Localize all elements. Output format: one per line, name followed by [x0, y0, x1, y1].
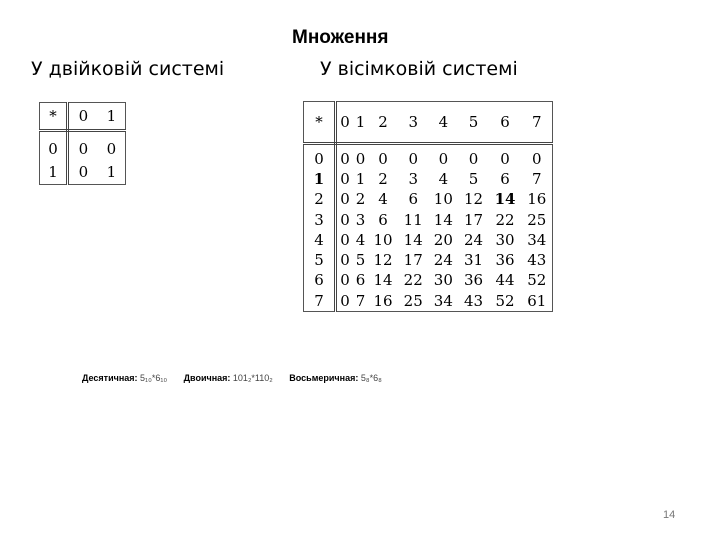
row-header: 2 [304, 190, 336, 210]
table-cell: 22 [495, 210, 515, 229]
table-cell: 4 [355, 230, 366, 249]
table-cell: 0 [340, 230, 350, 249]
table-cell: 1 [355, 169, 366, 188]
table-cell: 0 [531, 149, 542, 168]
table-cell: 52 [495, 291, 515, 310]
table-cell: 1 [106, 163, 117, 181]
table-cell: 43 [527, 251, 547, 270]
table-row [304, 190, 553, 210]
table-cell: 0 [340, 149, 350, 168]
table-cell: 0 [408, 149, 418, 168]
table-cell: 10 [433, 190, 453, 209]
table-cell: 17 [403, 251, 423, 270]
table-row [304, 250, 553, 270]
row-header: 3 [304, 210, 336, 230]
table-cell: 0 [340, 190, 350, 209]
table-cell: 0 [106, 140, 117, 158]
table-cell: 3 [408, 169, 418, 188]
table-cell: 52 [527, 271, 547, 290]
column-header: 5 [458, 102, 488, 144]
column-header: 6 [489, 102, 522, 144]
table-cell: 0 [78, 163, 89, 181]
row-header: 6 [304, 271, 336, 291]
table-cell: 0 [340, 291, 350, 310]
table-cell: 43 [463, 291, 484, 310]
table-cell: 14 [373, 271, 393, 290]
table-cell: 0 [468, 149, 479, 168]
column-header: 0 [336, 102, 353, 144]
table-cell: 24 [433, 251, 453, 270]
table-cell: 12 [373, 251, 393, 270]
octal-value: 5₈*6₈ [360, 373, 382, 383]
table-cell: 0 [340, 210, 350, 229]
column-header: 0 [68, 103, 98, 131]
table-cell: 10 [373, 230, 393, 249]
table-header-row [304, 102, 553, 144]
table-cell: 4 [378, 190, 388, 209]
table-cell: 30 [495, 230, 515, 249]
table-cell: 5 [468, 169, 479, 188]
table-cell: 22 [403, 271, 423, 290]
table-row [304, 144, 553, 170]
table-row [304, 230, 553, 250]
table-cell: 0 [340, 251, 350, 270]
table-cell: 14 [403, 230, 423, 249]
page-number: 14 [663, 509, 676, 521]
table-cell: 16 [373, 291, 393, 310]
table-cell: 34 [433, 291, 453, 310]
binary-label: Двоичная: [183, 373, 231, 383]
table-row [304, 291, 553, 312]
slide-title: Множення [292, 27, 389, 48]
table-row [40, 131, 126, 162]
table-cell: 3 [355, 210, 366, 229]
table-row [40, 161, 126, 185]
table-cell: 0 [78, 140, 89, 158]
footnote-examples [82, 373, 396, 383]
table-cell: 24 [463, 230, 484, 249]
table-cell: 2 [355, 190, 366, 209]
row-header: 1 [40, 161, 68, 185]
table-cell: 0 [340, 271, 350, 290]
table-cell: 30 [433, 271, 453, 290]
table-cell: 20 [433, 230, 453, 249]
table-cell: 34 [527, 230, 547, 249]
table-cell: 5 [355, 251, 366, 270]
row-header: 5 [304, 250, 336, 270]
table-cell: 36 [463, 271, 484, 290]
table-cell: 31 [463, 251, 484, 270]
table-cell: 25 [403, 291, 423, 310]
table-row [304, 169, 553, 189]
table-cell: 6 [500, 169, 510, 188]
column-header: 1 [353, 102, 368, 144]
column-header: 4 [428, 102, 458, 144]
table-cell: 7 [531, 169, 542, 188]
column-header: 7 [522, 102, 553, 144]
table-cell: 12 [463, 190, 484, 209]
table-row [304, 271, 553, 291]
binary-multiplication-table [39, 102, 126, 185]
table-cell: 4 [438, 169, 449, 188]
octal-multiplication-table [303, 101, 553, 312]
table-cell: 0 [378, 149, 388, 168]
table-cell: 36 [495, 251, 515, 270]
table-corner: * [304, 102, 336, 144]
table-cell: 16 [527, 190, 547, 209]
row-header: 0 [304, 144, 336, 170]
table-cell: 14 [494, 190, 516, 209]
binary-value: 101₂*110₂ [232, 373, 273, 383]
octal-label: Восьмеричная: [289, 373, 359, 383]
column-header: 3 [398, 102, 428, 144]
table-cell: 11 [403, 210, 423, 229]
table-cell: 25 [527, 210, 547, 229]
row-header: 1 [304, 169, 336, 189]
decimal-label: Десятичная: [82, 373, 138, 383]
table-cell: 14 [433, 210, 453, 229]
binary-caption: У двійковій системі [31, 58, 225, 80]
row-header: 0 [40, 131, 68, 162]
table-cell: 6 [355, 271, 366, 290]
table-cell: 0 [355, 149, 366, 168]
table-cell: 6 [378, 210, 388, 229]
table-cell: 0 [340, 169, 350, 188]
row-header: 4 [304, 230, 336, 250]
table-cell: 6 [408, 190, 418, 209]
table-header-row [40, 103, 126, 131]
table-cell: 2 [378, 169, 388, 188]
decimal-value: 5₁₀*6₁₀ [140, 373, 168, 383]
table-cell: 17 [463, 210, 484, 229]
table-corner: * [40, 103, 68, 131]
table-cell: 0 [500, 149, 510, 168]
table-cell: 7 [355, 291, 366, 310]
table-cell: 61 [527, 291, 547, 310]
row-header: 7 [304, 291, 336, 312]
table-row [304, 210, 553, 230]
table-cell: 44 [495, 271, 515, 290]
column-header: 2 [368, 102, 398, 144]
column-header: 1 [98, 103, 126, 131]
octal-caption: У вісімковій системі [320, 58, 518, 80]
table-cell: 0 [438, 149, 449, 168]
